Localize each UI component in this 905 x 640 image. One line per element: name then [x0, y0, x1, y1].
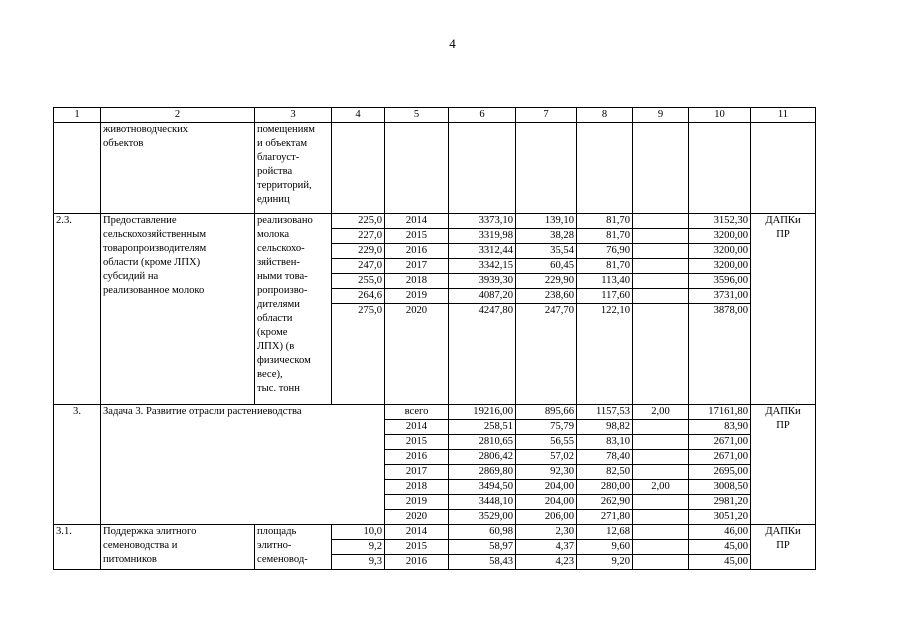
header-cell: 9	[633, 108, 689, 123]
indicator-cell	[255, 525, 332, 570]
value-cell	[633, 304, 689, 405]
value-cell	[633, 450, 689, 465]
executor-cell	[751, 405, 816, 525]
value-cell: 3312,44	[449, 244, 516, 259]
year-cell: 2017	[385, 259, 449, 274]
value-cell: 4,23	[516, 555, 577, 570]
value-cell: 1157,53	[577, 405, 633, 420]
value-cell: 3731,00	[689, 289, 751, 304]
value-cell: 3008,50	[689, 480, 751, 495]
num-cell: 3.1.	[54, 525, 101, 570]
value-cell	[633, 465, 689, 480]
year-cell: 2016	[385, 555, 449, 570]
name-cell-line: Предоставление	[103, 215, 177, 226]
executor-cell	[751, 525, 816, 570]
indicator-cell-line: дителями	[257, 299, 300, 310]
executor-cell-line: ПР	[776, 540, 790, 551]
header-cell: 3	[255, 108, 332, 123]
value-cell: 3152,30	[689, 214, 751, 229]
value-cell: 227,0	[332, 229, 385, 244]
indicator-cell-line: элитно-	[257, 540, 292, 551]
table-row	[54, 525, 816, 540]
value-cell: 204,00	[516, 480, 577, 495]
header-cell: 4	[332, 108, 385, 123]
value-cell: 2695,00	[689, 465, 751, 480]
value-cell: 271,80	[577, 510, 633, 525]
executor-cell-line: ДАПКи	[765, 406, 801, 417]
year-cell: 2019	[385, 495, 449, 510]
empty-cell	[633, 123, 689, 214]
value-cell: 83,90	[689, 420, 751, 435]
value-cell: 2,00	[633, 480, 689, 495]
value-cell: 58,43	[449, 555, 516, 570]
value-cell	[633, 229, 689, 244]
value-cell: 17161,80	[689, 405, 751, 420]
indicator-cell-line: молока	[257, 229, 290, 240]
empty-cell	[449, 123, 516, 214]
empty-cell	[385, 123, 449, 214]
header-cell: 10	[689, 108, 751, 123]
year-cell: 2018	[385, 274, 449, 289]
value-cell: 60,98	[449, 525, 516, 540]
indicator-cell-line: территорий,	[257, 180, 312, 191]
header-cell: 2	[101, 108, 255, 123]
value-cell: 3939,30	[449, 274, 516, 289]
header-cell: 11	[751, 108, 816, 123]
indicator-cell-line: весе),	[257, 369, 283, 380]
year-cell: 2015	[385, 540, 449, 555]
num-cell: 2.3.	[54, 214, 101, 405]
value-cell	[633, 540, 689, 555]
value-cell: 275,0	[332, 304, 385, 405]
value-cell: 58,97	[449, 540, 516, 555]
value-cell: 45,00	[689, 555, 751, 570]
year-cell: 2017	[385, 465, 449, 480]
year-cell: 2015	[385, 435, 449, 450]
executor-cell-line: ДАПКи	[765, 526, 801, 537]
indicator-cell-line: единиц	[257, 194, 290, 205]
indicator-cell-line: области	[257, 313, 293, 324]
empty-cell	[332, 123, 385, 214]
year-cell: 2014	[385, 214, 449, 229]
value-cell: 75,79	[516, 420, 577, 435]
value-cell: 117,60	[577, 289, 633, 304]
value-cell: 60,45	[516, 259, 577, 274]
value-cell: 139,10	[516, 214, 577, 229]
indicator-cell-line: ЛПХ) (в	[257, 341, 295, 352]
value-cell: 4,37	[516, 540, 577, 555]
value-cell: 3051,20	[689, 510, 751, 525]
value-cell: 2671,00	[689, 435, 751, 450]
indicator-cell-line: (кроме	[257, 327, 288, 338]
year-cell: всего	[385, 405, 449, 420]
indicator-cell-line: ройства	[257, 166, 293, 177]
value-cell: 57,02	[516, 450, 577, 465]
executor-cell	[751, 214, 816, 405]
num-cell: 3.	[54, 405, 101, 525]
value-cell: 92,30	[516, 465, 577, 480]
name-cell	[101, 525, 255, 570]
value-cell: 2806,42	[449, 450, 516, 465]
page-number: 4	[449, 36, 456, 51]
name-cell-line: объектов	[103, 138, 144, 149]
value-cell: 4087,20	[449, 289, 516, 304]
value-cell: 247,0	[332, 259, 385, 274]
value-cell	[633, 420, 689, 435]
value-cell: 895,66	[516, 405, 577, 420]
value-cell: 3200,00	[689, 229, 751, 244]
value-cell: 83,10	[577, 435, 633, 450]
value-cell	[633, 259, 689, 274]
value-cell: 38,28	[516, 229, 577, 244]
value-cell: 264,6	[332, 289, 385, 304]
value-cell: 3342,15	[449, 259, 516, 274]
value-cell: 204,00	[516, 495, 577, 510]
value-cell: 2671,00	[689, 450, 751, 465]
indicator-cell	[255, 123, 332, 214]
value-cell: 81,70	[577, 214, 633, 229]
continuation-row	[54, 123, 816, 214]
year-cell: 2016	[385, 244, 449, 259]
value-cell: 56,55	[516, 435, 577, 450]
value-cell: 98,82	[577, 420, 633, 435]
year-cell: 2014	[385, 525, 449, 540]
table-row	[54, 214, 816, 229]
value-cell	[633, 274, 689, 289]
name-cell-line: субсидий на	[103, 271, 159, 282]
value-cell: 76,90	[577, 244, 633, 259]
name-cell-line: области (кроме ЛПХ)	[103, 257, 201, 268]
year-cell: 2018	[385, 480, 449, 495]
value-cell: 122,10	[577, 304, 633, 405]
indicator-cell-line: ропроизво-	[257, 285, 308, 296]
num-cell	[54, 123, 101, 214]
value-cell: 3596,00	[689, 274, 751, 289]
year-cell: 2016	[385, 450, 449, 465]
value-cell: 2981,20	[689, 495, 751, 510]
value-cell: 247,70	[516, 304, 577, 405]
indicator-cell-line: физическом	[257, 355, 311, 366]
value-cell: 2869,80	[449, 465, 516, 480]
value-cell: 2,30	[516, 525, 577, 540]
value-cell: 3200,00	[689, 244, 751, 259]
indicator-cell-line: площадь	[257, 526, 297, 537]
value-cell: 81,70	[577, 259, 633, 274]
value-cell: 9,3	[332, 555, 385, 570]
year-cell: 2015	[385, 229, 449, 244]
indicator-cell-line: тыс. тонн	[257, 383, 300, 394]
value-cell: 2,00	[633, 405, 689, 420]
name-cell-line: семеноводства и	[103, 540, 178, 551]
task-title-cell: Задача 3. Развитие отрасли растениеводства	[101, 405, 385, 525]
value-cell: 45,00	[689, 540, 751, 555]
executor-cell-line: ПР	[776, 229, 790, 240]
indicator-cell-line: помещениям	[257, 124, 315, 135]
value-cell: 280,00	[577, 480, 633, 495]
value-cell: 255,0	[332, 274, 385, 289]
executor-cell-line: ДАПКи	[765, 215, 801, 226]
value-cell	[633, 289, 689, 304]
indicator-cell-line: зяйствен-	[257, 257, 300, 268]
value-cell: 3529,00	[449, 510, 516, 525]
indicator-cell-line: и объектам	[257, 138, 308, 149]
empty-cell	[577, 123, 633, 214]
table-row	[54, 405, 816, 420]
value-cell: 3448,10	[449, 495, 516, 510]
value-cell: 19216,00	[449, 405, 516, 420]
name-cell-line: Поддержка элитного	[103, 526, 197, 537]
name-cell-line: товаропроизводителям	[103, 243, 207, 254]
value-cell: 3319,98	[449, 229, 516, 244]
indicator-cell-line: сельскохо-	[257, 243, 305, 254]
value-cell: 2810,65	[449, 435, 516, 450]
name-cell-line: реализованное молоко	[103, 285, 205, 296]
empty-cell	[516, 123, 577, 214]
name-cell-line: сельскохозяйственным	[103, 229, 207, 240]
value-cell: 9,20	[577, 555, 633, 570]
value-cell: 225,0	[332, 214, 385, 229]
value-cell: 3878,00	[689, 304, 751, 405]
value-cell: 46,00	[689, 525, 751, 540]
year-cell: 2020	[385, 304, 449, 405]
indicator-cell-line: реализовано	[257, 215, 313, 226]
value-cell: 206,00	[516, 510, 577, 525]
year-cell: 2020	[385, 510, 449, 525]
year-cell: 2019	[385, 289, 449, 304]
name-cell-line: питомников	[103, 554, 157, 565]
indicator-cell-line: ными това-	[257, 271, 308, 282]
value-cell: 35,54	[516, 244, 577, 259]
value-cell: 262,90	[577, 495, 633, 510]
name-cell-line: животноводческих	[103, 124, 189, 135]
value-cell: 81,70	[577, 229, 633, 244]
indicator-cell-line: семеновод-	[257, 554, 308, 565]
empty-cell	[689, 123, 751, 214]
value-cell: 3200,00	[689, 259, 751, 274]
table-header-row	[54, 108, 816, 123]
value-cell: 229,90	[516, 274, 577, 289]
value-cell: 10,0	[332, 525, 385, 540]
value-cell: 82,50	[577, 465, 633, 480]
header-cell: 8	[577, 108, 633, 123]
value-cell: 113,40	[577, 274, 633, 289]
header-cell: 6	[449, 108, 516, 123]
data-table	[53, 107, 816, 570]
value-cell	[633, 555, 689, 570]
header-cell: 7	[516, 108, 577, 123]
value-cell	[633, 214, 689, 229]
value-cell: 258,51	[449, 420, 516, 435]
value-cell	[633, 244, 689, 259]
value-cell	[633, 525, 689, 540]
value-cell: 3494,50	[449, 480, 516, 495]
name-cell	[101, 214, 255, 405]
year-cell: 2014	[385, 420, 449, 435]
executor-cell-line: ПР	[776, 420, 790, 431]
value-cell: 229,0	[332, 244, 385, 259]
value-cell: 9,2	[332, 540, 385, 555]
name-cell	[101, 123, 255, 214]
header-cell: 5	[385, 108, 449, 123]
value-cell	[633, 495, 689, 510]
value-cell: 3373,10	[449, 214, 516, 229]
value-cell: 9,60	[577, 540, 633, 555]
value-cell	[633, 435, 689, 450]
empty-cell	[751, 123, 816, 214]
value-cell: 4247,80	[449, 304, 516, 405]
header-cell: 1	[54, 108, 101, 123]
value-cell: 12,68	[577, 525, 633, 540]
indicator-cell	[255, 214, 332, 405]
value-cell	[633, 510, 689, 525]
indicator-cell-line: благоуст-	[257, 152, 300, 163]
value-cell: 78,40	[577, 450, 633, 465]
value-cell: 238,60	[516, 289, 577, 304]
